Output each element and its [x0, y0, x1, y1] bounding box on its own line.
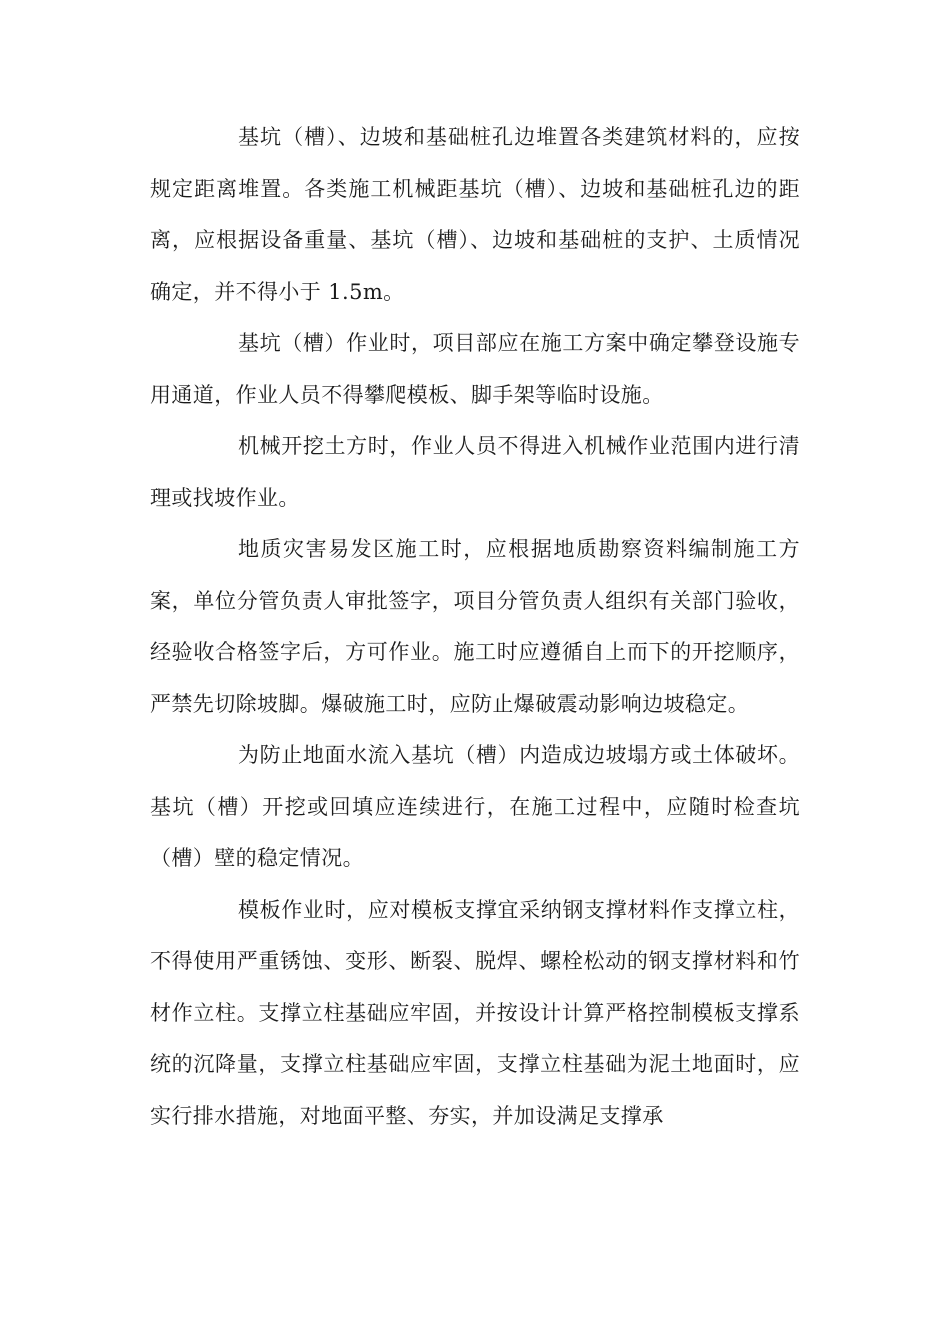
- paragraph-surface-water: 为防止地面水流入基坑（槽）内造成边坡塌方或土体破坏。基坑（槽）开挖或回填应连续进行，在施工过程中，应随时检查坑（槽）壁的稳定情况。: [150, 743, 800, 870]
- paragraph-geological-hazard: 地质灾害易发区施工时，应根据地质勘察资料编制施工方案，单位分管负责人审批签字，项目分管负责人组织有关部门验收，经验收合格签字后，方可作业。施工时应遵循自上而下的开挖顺序，严禁先切除坡脚。爆破施工时，应防止爆破震动影响边坡稳定。: [150, 537, 800, 716]
- paragraph-access-passage: 基坑（槽）作业时，项目部应在施工方案中确定攀登设施专用通道，作业人员不得攀爬模板、脚手架等临时设施。: [150, 331, 800, 407]
- paragraph-machine-excavation: 机械开挖土方时，作业人员不得进入机械作业范围内进行清理或找坡作业。: [150, 434, 800, 510]
- document-body: [150, 112, 800, 1142]
- paragraph-formwork-support: 模板作业时，应对模板支撑宜采纳钢支撑材料作支撑立柱，不得使用严重锈蚀、变形、断裂、脱焊、螺栓松动的钢支撑材料和竹材作立柱。支撑立柱基础应牢固，并按设计计算严格控制模板支撑系统的沉降量，支撑立柱基础应牢固，支撑立柱基础为泥土地面时，应实行排水措施，对地面平整、夯实，并加设满足支撑承: [150, 897, 800, 1128]
- paragraph-material-stacking: 基坑（槽）、边坡和基础桩孔边堆置各类建筑材料的，应按规定距离堆置。各类施工机械距基坑（槽）、边坡和基础桩孔边的距离，应根据设备重量、基坑（槽）、边坡和基础桩的支护、土质情况确定，并不得小于 1.5m。: [150, 125, 800, 304]
